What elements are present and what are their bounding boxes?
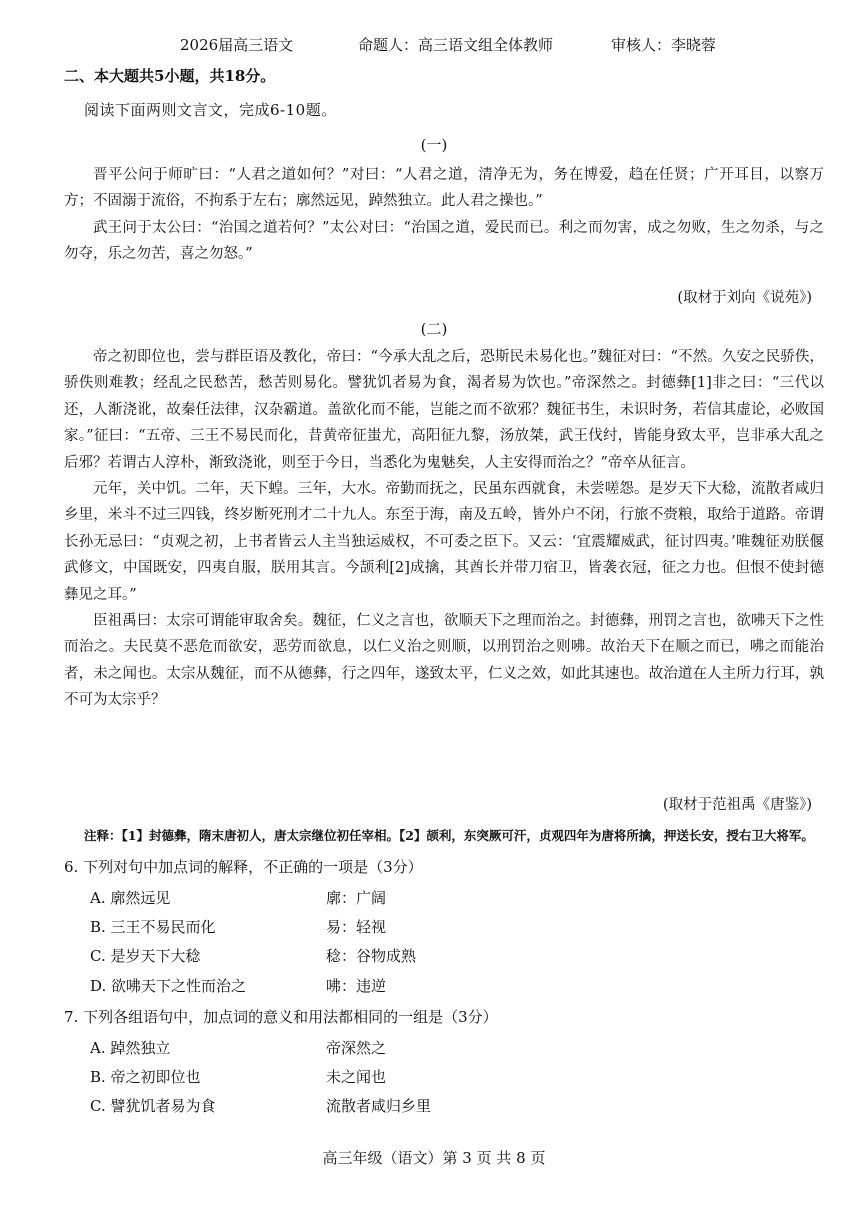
header-author: 命题人：高三语文组全体教师: [358, 36, 554, 54]
passage2-paragraph: 臣祖禹曰：太宗可谓能审取舍矣。魏征，仁义之言也，欲顺天下之理而治之。封德彝，刑罚之言也，欲咈天下之性而治之。夫民莫不恶危而欲安，恶劳而欲息，以仁义治之则顺，以刑罚治之则咈。故治天下在顺之而已，咈之而能治者，未之闻也。太宗从魏征，而不从德彝，行之四年，遂致太平，仁义之效，如此其速也。故治道在人主所力行耳，孰不可为太宗乎？: [64, 613, 824, 709]
q7-option-c: C. 譬犹饥者易为食: [90, 1097, 216, 1115]
page-footer: 高三年级（语文）第 3 页 共 8 页: [322, 1149, 546, 1167]
q6-option-d: D. 欲咈天下之性而治之: [90, 977, 247, 995]
q6-option-d-answer: 咈：违逆: [326, 977, 387, 995]
passage1-paragraph: 晋平公问于师旷曰：“人君之道如何？”对曰：“人君之道，清净无为，务在博爱，趋在任贤；广开耳目，以察万方；不固溺于流俗，不拘系于左右；廓然远见，踔然独立。此人君之操也。”: [64, 167, 824, 210]
q6-option-b: B. 三王不易民而化: [90, 918, 216, 936]
q7-option-a-answer: 帝深然之: [326, 1039, 387, 1057]
q7-option-b: B. 帝之初即位也: [90, 1068, 201, 1086]
q6-option-c: C. 是岁天下大稔: [90, 947, 201, 965]
question-6-stem: 6. 下列对句中加点词的解释，不正确的一项是（3分）: [64, 858, 423, 876]
q7-option-c-answer: 流散者咸归乡里: [326, 1097, 432, 1115]
passage2-source: (取材于范祖禹《唐鉴》): [662, 797, 812, 813]
header-reviewer: 审核人：李晓蓉: [611, 36, 717, 54]
question-7-stem: 7. 下列各组语句中，加点词的意义和用法都相同的一组是（3分）: [64, 1008, 498, 1026]
q6-option-c-answer: 稔：谷物成熟: [326, 947, 417, 965]
section-title: 二、本大题共5小题，共18分。: [64, 67, 276, 85]
passage1-label: (一): [420, 136, 448, 154]
passage1-source: (取材于刘向《说苑》): [677, 290, 812, 306]
q6-option-a: A. 廓然远见: [90, 889, 171, 907]
section-instruction: 阅读下面两则文言文，完成6-10题。: [84, 101, 337, 119]
annotation-notes: 注释：【1】封德彝，隋末唐初人，唐太宗继位初任宰相。【2】颉利，东突厥可汗，贞观四年为唐将所擒，押送长安，授右卫大将军。: [84, 828, 814, 843]
passage2-paragraph: 元年，关中饥。二年，天下蝗。三年，大水。帝勤而抚之，民虽东西就食，未尝嗟怨。是岁天下大稔，流散者咸归乡里，米斗不过三四钱，终岁断死刑才二十九人。东至于海，南及五岭，皆外户不闭，行旅不赍粮，取给于道路。帝谓长孙无忌曰：“贞观之初，上书者皆云人主当独运威权，不可委之臣下。又云：‘宜震耀威武，征讨四夷。’唯魏征劝朕偃武修文，中国既安，四夷自服，朕用其言。今颉利[2]成擒，其酋长并带刀宿卫，皆袭衣冠，征之力也。但恨不使封德彝见之耳。”: [64, 481, 824, 603]
q6-option-b-answer: 易：轻视: [326, 918, 387, 936]
q7-option-a: A. 踔然独立: [90, 1039, 171, 1057]
passage1-body: [64, 162, 824, 268]
passage2-body: [64, 344, 824, 714]
q7-option-b-answer: 未之闻也: [326, 1068, 387, 1086]
passage2-label: (二): [420, 320, 448, 338]
q6-option-a-answer: 廓：广阔: [326, 889, 387, 907]
passage2-paragraph: 帝之初即位也，尝与群臣语及教化，帝曰：“今承大乱之后，恐斯民未易化也。”魏征对曰：“不然。久安之民骄佚，骄佚则难教；经乱之民愁苦，愁苦则易化。譬犹饥者易为食，渴者易为饮也。”帝深然之。封德彝[1]非之曰：“三代以还，人渐浇讹，故秦任法律，汉杂霸道。盖欲化而不能，岂能之而不欲邪？魏征书生，未识时务，若信其虚论，必败国家。”征曰：“五帝、三王不易民而化，昔黄帝征蚩尤，高阳征九黎，汤放桀，武王伐纣，皆能身致太平，岂非承大乱之后邪？若谓古人淳朴，渐致浇讹，则至于今日，当悉化为鬼魅矣，人主安得而治之？”帝卒从征言。: [64, 349, 824, 471]
header-course: 2026届高三语文: [180, 36, 294, 54]
passage1-paragraph: 武王问于太公曰：“治国之道若何？”太公对曰：“治国之道，爱民而已。利之而勿害，成之勿败，生之勿杀，与之勿夺，乐之勿苦，喜之勿怒。”: [64, 219, 824, 263]
